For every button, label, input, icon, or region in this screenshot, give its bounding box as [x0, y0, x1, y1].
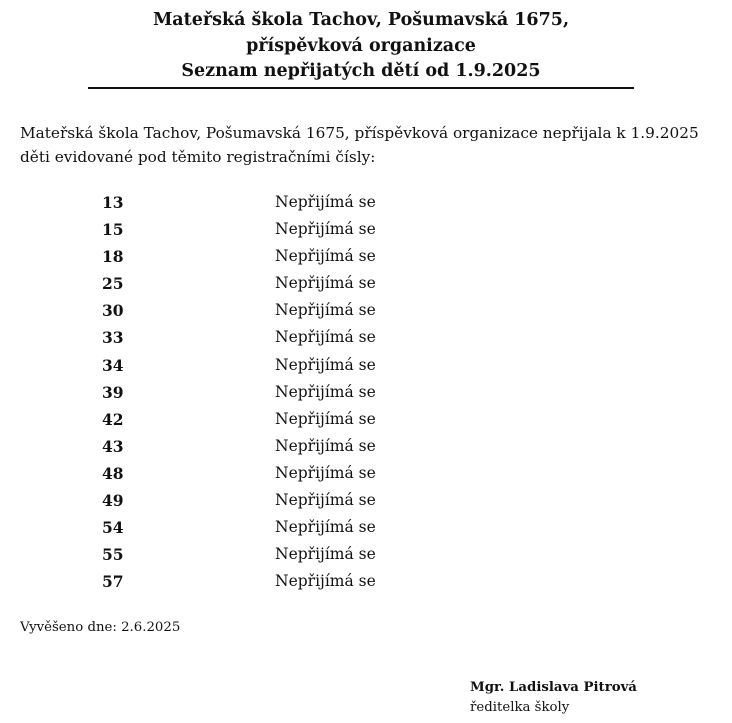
- registration-number: 43: [102, 436, 124, 456]
- list-item: [0, 379, 732, 406]
- admission-status: Nepřijímá se: [275, 382, 376, 401]
- posted-date: Vyvěšeno dne: 2.6.2025: [20, 620, 181, 635]
- admission-status: Nepřijímá se: [275, 355, 376, 374]
- header-line-3: Seznam nepřijatých dětí od 1.9.2025: [181, 61, 541, 81]
- intro-paragraph: Mateřská škola Tachov, Pošumavská 1675, příspěvková organizace nepřijala k 1.9.2025 děti evidované pod těmito registračními čísly:: [20, 124, 699, 166]
- admission-status: Nepřijímá se: [275, 545, 376, 564]
- registration-number: 39: [102, 382, 124, 402]
- registration-number: 49: [102, 491, 124, 511]
- admission-status: Nepřijímá se: [275, 491, 376, 510]
- signatory-title: ředitelka školy: [470, 700, 570, 715]
- list-item: [0, 189, 732, 216]
- registration-number: 57: [102, 572, 124, 592]
- admission-status: Nepřijímá se: [275, 274, 376, 293]
- header-divider: [88, 87, 634, 89]
- list-item: [0, 541, 732, 568]
- signatory-name: Mgr. Ladislava Pitrová: [470, 680, 637, 695]
- admission-status: Nepřijímá se: [275, 301, 376, 320]
- admission-status: Nepřijímá se: [275, 572, 376, 591]
- header-line-2: příspěvková organizace: [246, 35, 476, 56]
- list-item: [0, 352, 732, 379]
- admission-status: Nepřijímá se: [275, 328, 376, 347]
- registration-number: 34: [102, 355, 124, 375]
- registration-list: [0, 189, 732, 595]
- admission-status: Nepřijímá se: [275, 409, 376, 428]
- admission-status: Nepřijímá se: [275, 220, 376, 239]
- list-item: [0, 433, 732, 460]
- registration-number: 33: [102, 328, 124, 348]
- admission-status: Nepřijímá se: [275, 193, 376, 211]
- registration-number: 18: [102, 247, 124, 267]
- admission-status: Nepřijímá se: [275, 463, 376, 482]
- list-item: [0, 270, 732, 297]
- signature-block: [470, 678, 637, 718]
- registration-number: 13: [102, 193, 124, 212]
- header-line-1: Mateřská škola Tachov, Pošumavská 1675,: [152, 10, 570, 30]
- registration-number: 42: [102, 409, 124, 429]
- registration-number: 30: [102, 301, 124, 321]
- list-item: [0, 216, 732, 243]
- list-item: [0, 487, 732, 514]
- list-item: [0, 406, 732, 433]
- admission-status: Nepřijímá se: [275, 436, 376, 455]
- list-item: [0, 460, 732, 487]
- list-item: [0, 514, 732, 541]
- list-item: [0, 243, 732, 270]
- registration-number: 55: [102, 545, 124, 565]
- admission-status: Nepřijímá se: [275, 518, 376, 537]
- registration-number: 25: [102, 274, 124, 294]
- registration-number: 48: [102, 463, 124, 483]
- list-item: [0, 568, 732, 595]
- registration-number: 15: [102, 220, 124, 240]
- document-header: [88, 8, 634, 85]
- registration-number: 54: [102, 518, 124, 538]
- list-item: [0, 297, 732, 324]
- admission-status: Nepřijímá se: [275, 247, 376, 266]
- list-item: [0, 324, 732, 351]
